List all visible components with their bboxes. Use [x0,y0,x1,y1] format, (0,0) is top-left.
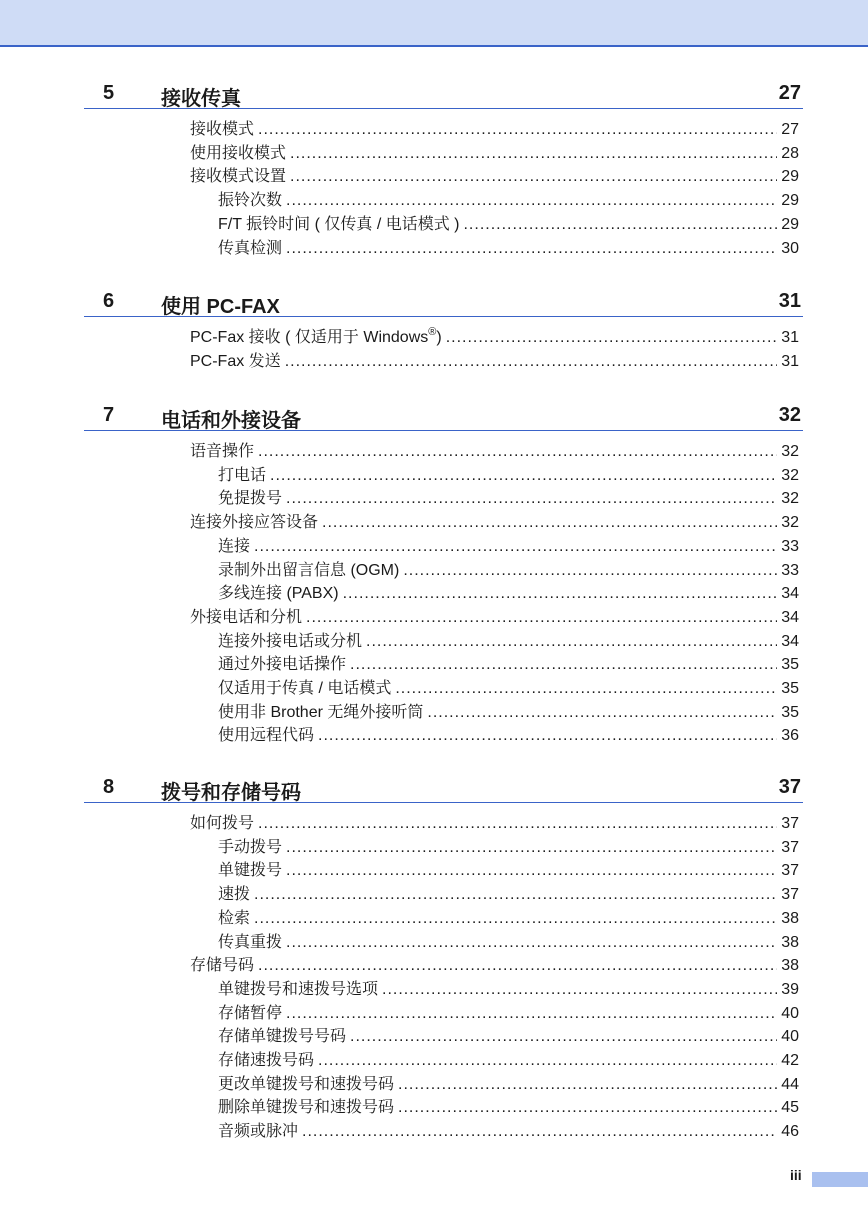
chapter-number: 6 [103,290,115,312]
toc-entry-page: 45 [781,1099,799,1117]
toc-entry[interactable] [218,583,799,605]
toc-entry-text: F/T 振铃时间 ( 仅传真 / 电话模式 ) [218,215,460,233]
toc-entry-title [190,607,302,629]
footer-tab [812,1172,868,1187]
dot-leader [258,441,777,463]
toc-entry[interactable] [218,725,799,747]
toc-entry-title [218,1097,394,1119]
dot-leader [350,654,777,676]
chapter-heading[interactable] [84,290,803,317]
dot-leader [258,813,777,835]
dot-leader [286,860,777,882]
chapter-page: 37 [778,776,801,798]
toc-entry-text: 更改单键拨号和速拨号码 [218,1075,395,1093]
toc-entry-text: 存储速拨号码 [218,1052,315,1069]
dot-leader [290,166,777,188]
toc-entry-title [218,884,250,906]
toc-entry-page: 35 [781,703,799,721]
toc-entry-page: 40 [781,1028,799,1046]
chapter-title: 电话和外接设备 [161,410,301,432]
toc-entry-text: 振铃次数 [218,192,283,210]
toc-entry[interactable] [218,979,799,1001]
chapter-heading[interactable] [84,776,803,803]
toc-entry[interactable] [218,1121,799,1143]
dot-leader [427,702,777,724]
toc-entry[interactable] [190,607,799,629]
dot-leader [403,560,777,582]
toc-entry-text: 音频或脉冲 [218,1123,299,1141]
toc-entry[interactable] [218,908,799,930]
toc-entry-text: 存储暂停 [218,1004,283,1022]
toc-entry-title [190,955,254,977]
toc-entry[interactable] [190,143,799,165]
toc-entry-text: 接收模式设置 [190,168,287,186]
toc-entry-title [190,119,254,141]
chapter-number: 5 [103,82,115,104]
toc-entry-page: 35 [781,656,799,674]
dot-leader [286,238,777,260]
toc-entry[interactable] [190,119,799,141]
toc-entry[interactable] [218,238,799,260]
toc-entry-text: 单键拨号和速拨号选项 [218,980,379,998]
chapter-page: 27 [778,82,801,104]
chapter-heading[interactable] [84,82,803,109]
toc-entry-page: 32 [781,490,799,508]
dot-leader [302,1121,777,1143]
toc-entry-title [218,238,282,260]
toc-entry-page: 46 [781,1123,799,1141]
dot-leader [258,119,777,141]
chapter-number: 7 [103,404,115,426]
toc-entry-title [218,908,250,930]
toc-entry[interactable] [190,441,799,463]
toc-entry-page: 38 [781,933,799,951]
dot-leader [270,465,777,487]
dot-leader [382,979,777,1001]
toc-entry-text: PC-Fax 接收 ( 仅适用于 Windows [190,329,429,346]
toc-entry[interactable] [190,813,799,835]
toc-entry-page: 37 [781,886,799,904]
dot-leader [398,1074,777,1096]
toc-entry-page: 29 [781,215,799,233]
toc-entry[interactable] [218,932,799,954]
toc-entry-page: 33 [781,561,799,579]
toc-entry-page: 38 [781,909,799,927]
toc-entry-title [218,654,346,676]
dot-leader [366,631,777,653]
toc-entry-text: 通过外接电话操作 [218,656,347,674]
dot-leader [398,1097,777,1119]
toc-entry-title [218,488,282,510]
toc-entry-page: 44 [781,1075,799,1093]
dot-leader [286,190,777,212]
toc-entry[interactable] [218,488,799,510]
toc-entry-page: 34 [781,608,799,626]
toc-entry-text: 连接 [218,537,251,555]
toc-entry-text: 手动拨号 [218,838,283,856]
toc-entry-text: 传真重拨 [218,933,283,951]
dot-leader [306,607,777,629]
toc-entry[interactable] [218,837,799,859]
toc-entry-page: 28 [781,144,799,162]
toc-entry[interactable] [218,702,799,724]
toc-entry-title [218,837,282,859]
toc-entry-text: 录制外出留言信息 (OGM) [218,561,400,579]
toc-entry-title [218,536,250,558]
toc-entry-title [190,327,442,349]
toc-entry-text: 外接电话和分机 [190,608,303,626]
chapter-heading[interactable] [84,404,803,431]
toc-entry-page: 37 [781,815,799,832]
toc-entry-text: 速拨 [218,886,251,904]
toc-entry-text: 连接外接电话或分机 [218,632,363,650]
toc-entry-page: 35 [781,680,799,697]
dot-leader [318,725,777,747]
dot-leader [343,583,778,605]
toc-entry-title [218,560,399,582]
dot-leader [290,143,777,165]
toc-entry[interactable] [218,214,799,236]
toc-entry-title [218,583,339,605]
chapter-number: 8 [103,776,115,798]
dot-leader [258,955,777,977]
toc-entry-title [190,143,286,165]
dot-leader [463,214,777,236]
toc-entry[interactable] [218,536,799,558]
toc-entry-page: 40 [781,1004,799,1022]
toc-entry-page: 32 [781,443,799,460]
toc-entry[interactable] [190,955,799,977]
toc-entry[interactable] [218,1074,799,1096]
toc-entry-title [218,465,266,487]
toc-entry[interactable] [190,327,799,349]
toc-entry-title [218,1026,346,1048]
dot-leader [254,908,777,930]
toc-entry-title [218,702,423,724]
chapter-page: 31 [778,290,801,312]
dot-leader [350,1026,777,1048]
toc-entry-page: 30 [781,239,799,257]
dot-leader [286,1003,777,1025]
toc-entry-text: 打电话 [218,466,267,484]
dot-leader [286,932,777,954]
toc-entry-page: 31 [781,329,799,346]
toc-entry[interactable] [190,351,799,373]
toc-entry-text: PC-Fax 发送 [190,352,281,370]
toc-entry-text: 免提拨号 [218,490,283,508]
toc-entry-title [218,725,314,747]
toc-entry-text: 语音操作 [190,443,255,460]
toc-entry-page: 32 [781,466,799,484]
toc-entry-page: 37 [781,838,799,856]
toc-entry-page: 29 [781,168,799,186]
dot-leader [254,536,777,558]
toc-entry[interactable] [218,1097,799,1119]
toc-entry-title [218,678,391,700]
toc-entry-page: 27 [781,121,799,138]
toc-entry-text: 传真检测 [218,239,283,257]
toc-entry[interactable] [218,678,799,700]
toc-entry-page: 34 [781,632,799,650]
toc-entry-page: 38 [781,957,799,975]
toc-entry[interactable] [218,560,799,582]
toc-entry-text: 多线连接 (PABX) [218,585,339,603]
toc-entry-text: 仅适用于传真 / 电话模式 [218,680,392,697]
toc-entry-text: 如何拨号 [190,815,255,832]
dot-leader [318,1050,777,1072]
chapter-page: 32 [778,404,801,426]
dot-leader [395,678,777,700]
toc-entry-title [218,631,362,653]
toc-entry[interactable] [218,465,799,487]
toc-entry-title [218,1003,282,1025]
chapter-title: 接收传真 [161,88,241,110]
toc-entry-title [218,214,459,236]
dot-leader [285,351,778,373]
page-number: iii [790,1167,802,1183]
toc-entry-title [190,166,286,188]
toc-entry-text: 删除单键拨号和速拨号码 [218,1099,395,1117]
toc-entry-text: 连接外接应答设备 [190,514,319,532]
toc-entry-text: 存储号码 [190,957,255,975]
toc-entry-text: 接收模式 [190,121,255,138]
toc-entry-page: 32 [781,514,799,532]
toc-entry[interactable] [218,1003,799,1025]
toc-entry-text: 检索 [218,909,251,927]
toc-entry-title [218,1074,394,1096]
toc-entry-title [218,932,282,954]
dot-leader [286,837,777,859]
toc-entry[interactable] [190,166,799,188]
toc-entry-title [218,190,282,212]
toc-entry-text: 单键拨号 [218,862,283,880]
toc-entry-page: 29 [781,192,799,210]
chapter-title: 使用 PC-FAX [161,296,280,318]
toc-entry-page: 36 [781,727,799,745]
toc-entry[interactable] [190,512,799,534]
header-band [0,0,868,47]
toc-entry-text: 使用非 Brother 无绳外接听筒 [218,703,424,721]
toc-entry-text: 存储单键拨号号码 [218,1028,347,1046]
toc-entry-page: 42 [781,1052,799,1069]
chapter-title: 拨号和存储号码 [161,782,301,804]
toc-entry-title [190,813,254,835]
toc-entry-page: 31 [781,352,799,370]
toc-entry-title [190,351,281,373]
dot-leader [286,488,777,510]
toc-entry[interactable] [218,1050,799,1072]
toc-entry[interactable] [218,1026,799,1048]
toc-entry[interactable] [218,190,799,212]
toc-entry-page: 37 [781,862,799,880]
toc-entry-page: 34 [781,585,799,603]
toc-entry[interactable] [218,884,799,906]
toc-entry-title [190,441,254,463]
dot-leader [446,327,778,349]
toc-entry-text: 使用远程代码 [218,727,315,745]
toc-entry-title [218,1121,298,1143]
toc-entry-title [218,979,378,1001]
dot-leader [254,884,777,906]
dot-leader [322,512,777,534]
toc-entry-page: 39 [781,980,799,998]
toc-entry[interactable] [218,860,799,882]
toc-entry-page: 33 [781,537,799,555]
registered-mark: ® [428,326,437,338]
toc-entry[interactable] [218,654,799,676]
toc-entry-title [218,860,282,882]
toc-entry-text: 使用接收模式 [190,144,287,162]
toc-entry-text-after: ) [436,329,442,346]
toc-entry-title [218,1050,314,1072]
toc-entry[interactable] [218,631,799,653]
toc-entry-title [190,512,318,534]
